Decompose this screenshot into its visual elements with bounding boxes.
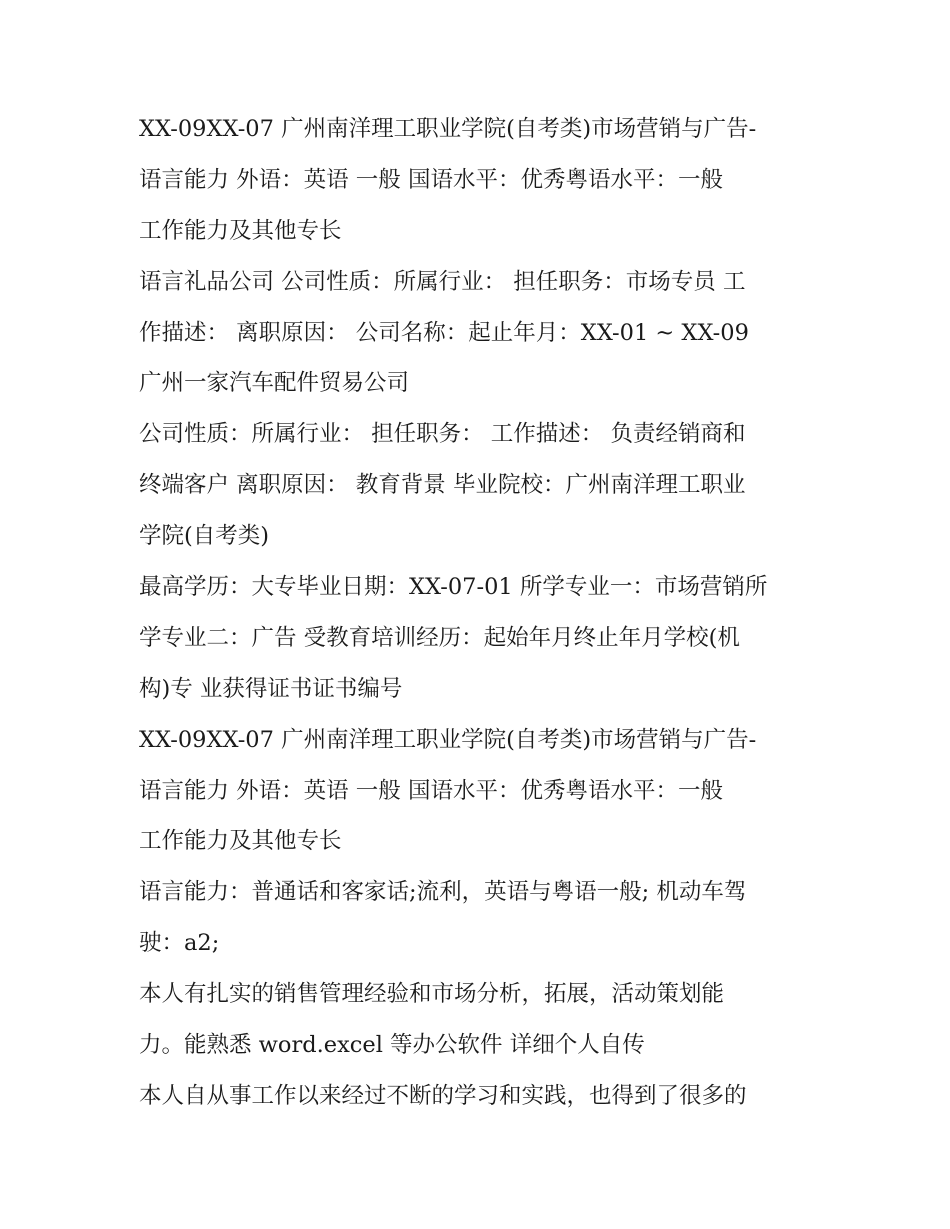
text-line: 语言礼品公司 公司性质：所属行业： 担任职务：市场专员 工 (139, 268, 746, 295)
text-line: 学院(自考类) (139, 523, 270, 550)
text-line: 工作能力及其他专长 (139, 217, 342, 244)
text-line: 语言能力：普通话和客家话;流利，英语与粤语一般; 机动车驾 (139, 879, 747, 906)
text-line: 语言能力 外语：英语 一般 国语水平：优秀粤语水平：一般 (139, 777, 723, 804)
document-body (139, 104, 819, 1122)
text-line: 语言能力 外语：英语 一般 国语水平：优秀粤语水平：一般 (139, 166, 723, 193)
text-line: XX-09XX-07 广州南洋理工职业学院(自考类)市场营销与广告- (139, 726, 757, 753)
text-line: 终端客户 离职原因： 教育背景 毕业院校：广州南洋理工职业 (139, 472, 746, 499)
text-line: 工作能力及其他专长 (139, 828, 342, 855)
text-line: 构)专 业获得证书证书编号 (139, 675, 403, 702)
text-line: 最高学历：大专毕业日期：XX-07-01 所学专业一：市场营销所 (139, 574, 768, 601)
text-line: 本人自从事工作以来经过不断的学习和实践，也得到了很多的 (139, 1082, 747, 1109)
text-line: 广州一家汽车配件贸易公司 (139, 370, 410, 397)
text-line: 作描述： 离职原因： 公司名称：起止年月：XX-01 ~ XX-09 (139, 319, 749, 346)
text-line: 驶：a2; (139, 930, 220, 957)
text-line: 本人有扎实的销售管理经验和市场分析，拓展，活动策划能 (139, 981, 725, 1008)
text-line: 力。能熟悉 word.excel 等办公软件 详细个人自传 (139, 1032, 645, 1059)
text-line: 公司性质：所属行业： 担任职务： 工作描述： 负责经销商和 (139, 421, 746, 448)
text-line: XX-09XX-07 广州南洋理工职业学院(自考类)市场营销与广告- (139, 116, 757, 142)
text-line: 学专业二：广告 受教育培训经历：起始年月终止年月学校(机 (139, 624, 740, 651)
